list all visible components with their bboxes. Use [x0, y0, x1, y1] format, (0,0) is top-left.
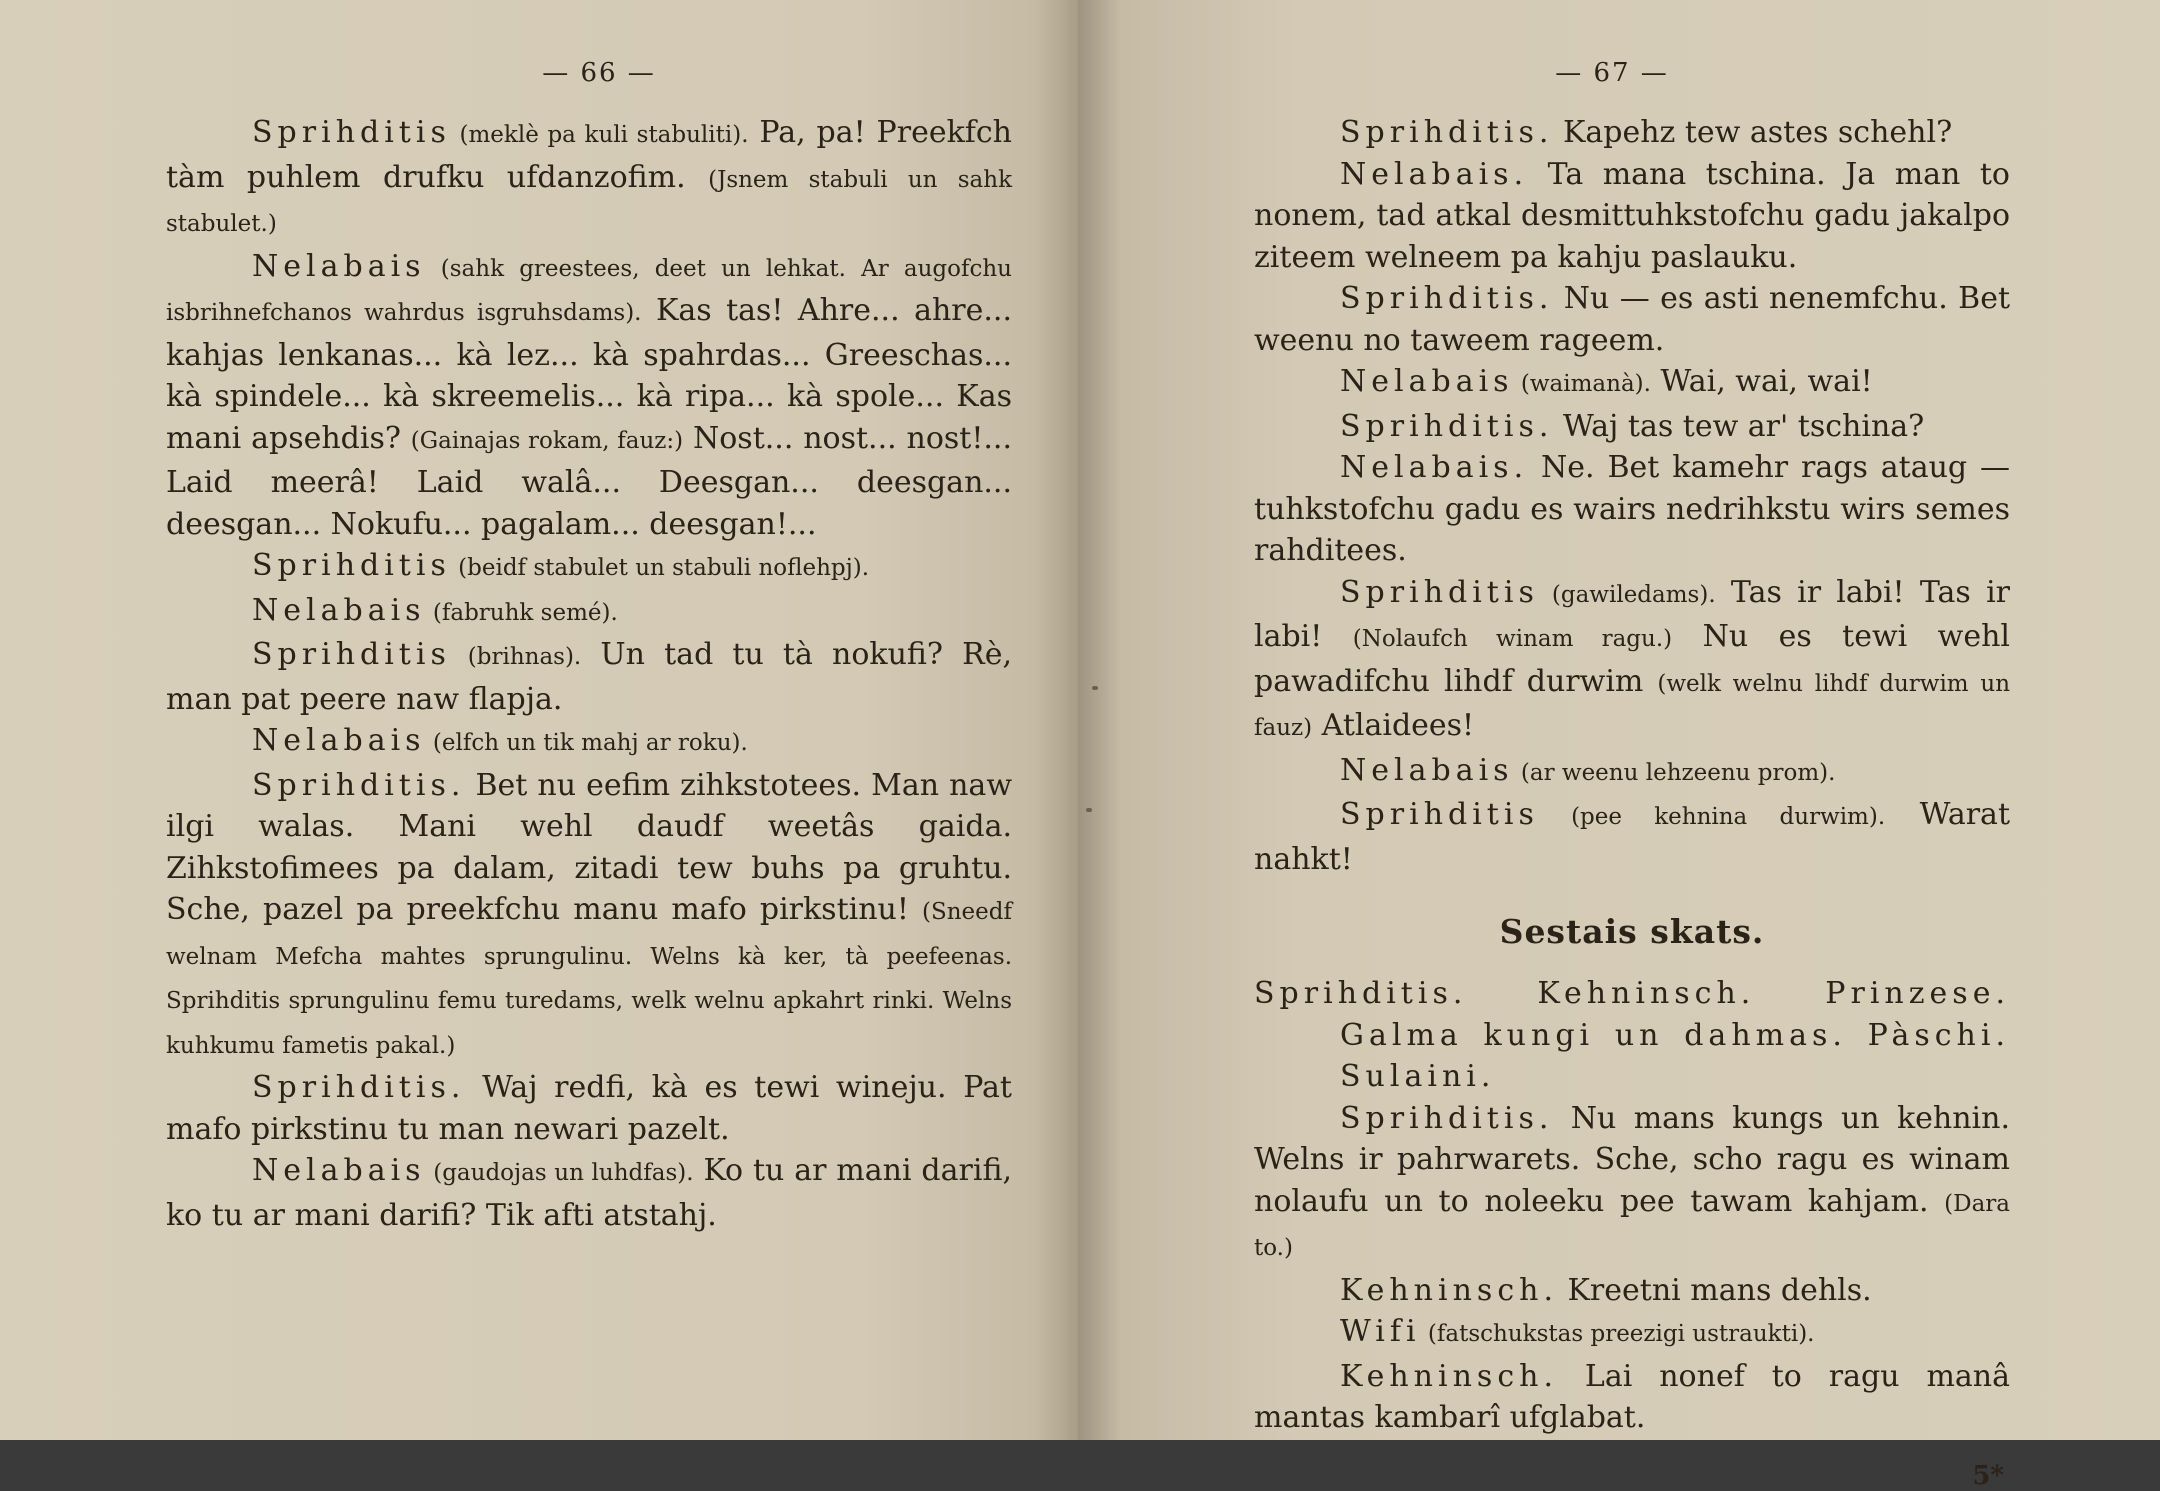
page-number: — 67 —	[1555, 58, 1669, 88]
dialogue-paragraph	[166, 246, 1012, 546]
dialogue-text: Tas ir labi! Tas ir labi!	[1254, 574, 2011, 654]
dialogue-paragraph	[1254, 1311, 2010, 1356]
stage-direction: (welk welnu lihdf durwim un fauz)	[1254, 670, 2011, 741]
stage-direction: (fatschukstas preezigi ustraukti).	[1420, 1321, 1815, 1347]
dialogue-text: Kapehz tew astes schehl?	[1553, 115, 1953, 150]
dialogue-paragraph	[1254, 361, 2010, 406]
dialogue-paragraph	[1254, 1356, 2010, 1439]
speaker-name: Nelabais	[1340, 364, 1514, 399]
stage-direction: (gawiledams).	[1538, 581, 1716, 608]
stage-direction: (beidf stabulet un stabuli noflehpj).	[450, 555, 870, 581]
stage-direction: (Sneedf welnam Mefcha mahtes sprungulinu. Welns kà ker, tà peefeenas. Sprihditis sprungulinu femu turedams, welk welnu apkahrt rinki. Welns kuhkumu fametis pakal.)	[166, 899, 1012, 1059]
scene-heading: Sestais skats.	[1499, 912, 1765, 951]
dialogue-paragraph	[1254, 447, 2010, 572]
dialogue-paragraph	[166, 765, 1012, 1068]
speaker-name: Wifi	[1340, 1314, 1421, 1349]
dialogue-paragraph	[166, 545, 1012, 590]
dialogue-paragraph	[166, 720, 1012, 765]
dialogue-paragraph	[1254, 154, 2010, 279]
speaker-name: Nelabais	[252, 592, 426, 628]
stage-direction: (meklè pa kuli stabuliti).	[450, 122, 749, 148]
dialogue-paragraph	[1254, 406, 2010, 448]
dialogue-text: Atlaidees!	[1312, 708, 1475, 743]
dialogue-paragraph	[166, 634, 1012, 720]
right-text-body-bottom	[1254, 1098, 2010, 1439]
printer-signature: 5*	[1972, 1460, 2004, 1491]
dialogue-text: Ko tu ar mani darifi, ko tu ar mani darifi? Tik afti atstahj.	[166, 1153, 1012, 1233]
dialogue-paragraph	[1254, 750, 2010, 795]
right-text-body-top	[1254, 112, 2010, 880]
speaker-name: Nelabais	[252, 723, 426, 758]
dialogue-paragraph	[166, 1067, 1012, 1150]
dialogue-text: Nu — es asti nenemfchu. Bet weenu no taweem rageem.	[1254, 281, 2010, 358]
speaker-name: Nelabais	[252, 1153, 426, 1188]
dialogue-text: Nu mans kungs un kehnin. Welns ir pahrwarets. Sche, scho ragu es winam nolaufu un to noleeku pee tawam kahjam.	[1254, 1100, 2010, 1219]
speaker-name: Sprihditis	[252, 637, 451, 672]
left-page	[0, 0, 1078, 1440]
stage-direction: (fabruhk semé).	[425, 599, 618, 626]
speaker-name: Sprihditis.	[1340, 408, 1554, 444]
dialogue-text: Kreetni mans dehls.	[1557, 1272, 1872, 1308]
dialogue-text: Bet nu eefim zihkstotees. Man naw ilgi walas. Mani wehl daudf weetâs gaida. Zihkstofimees pa dalam, zitadi tew buhs pa gruhtu. Sche, pazel pa preekfchu manu mafo pirkstinu!	[166, 767, 1012, 927]
speaker-name: Nelabais.	[1340, 450, 1529, 485]
speaker-name: Sprihditis.	[1340, 1100, 1554, 1136]
stage-direction: (pee kehnina durwim).	[1538, 804, 1886, 830]
speaker-name: Kehninsch.	[1340, 1272, 1558, 1308]
speaker-name: Sprihditis.	[1340, 115, 1554, 150]
dialogue-paragraph	[166, 112, 1012, 246]
dialogue-paragraph	[166, 1150, 1012, 1236]
dialogue-paragraph	[1254, 1098, 2010, 1270]
dialogue-paragraph	[166, 590, 1012, 635]
cast-list: Sprihditis. Kehninsch. Prinzese. Galma kungi un dahmas. Pàschi. Sulaini.	[1254, 976, 2010, 1094]
dialogue-text: Wai, wai, wai!	[1650, 364, 1873, 399]
stage-direction: (waimanà).	[1513, 371, 1651, 397]
dialogue-text: Nu es tewi wehl pawadifchu lihdf durwim	[1254, 619, 2011, 699]
speaker-name: Nelabais	[1340, 752, 1514, 788]
stage-direction: (gaudojas un luhdfas).	[425, 1160, 694, 1186]
dialogue-paragraph	[1254, 278, 2010, 361]
speaker-name: Sprihditis.	[1340, 281, 1554, 316]
dialogue-paragraph	[1254, 794, 2010, 880]
dialogue-text: Waj tas tew ar' tschina?	[1553, 408, 1925, 444]
dialogue-paragraph	[1254, 572, 2010, 750]
paper-speck	[1092, 686, 1098, 690]
speaker-name: Nelabais.	[1340, 156, 1529, 192]
stage-direction: (Nolaufch winam ragu.)	[1352, 626, 1673, 652]
speaker-name: Sprihditis	[1340, 574, 1539, 610]
page-number: — 66 —	[542, 58, 656, 88]
dialogue-text: Waj redfi, kà es tewi wineju. Pat mafo pirkstinu tu man newari pazelt.	[166, 1070, 1012, 1147]
dialogue-text: Kas tas! Ahre... ahre... kahjas lenkanas... kà lez... kà spahrdas... Greeschas... kà spindele... kà skreemelis... kà ripa... kà spole... Kas mani apsehdis?	[166, 293, 1012, 456]
left-text-body	[166, 112, 1012, 1236]
speaker-name: Nelabais	[252, 248, 426, 284]
right-page	[1078, 0, 2160, 1491]
stage-direction: (Jsnem stabuli un sahk stabulet.)	[166, 166, 1013, 237]
dialogue-paragraph	[1254, 1270, 2010, 1312]
stage-direction: (brihnas).	[450, 644, 582, 670]
dialogue-paragraph	[1254, 112, 2010, 154]
paper-speck	[1086, 808, 1092, 812]
dialogue-text: Lai nonef to ragu manâ mantas kambarî ufglabat.	[1254, 1358, 2010, 1435]
speaker-name: Sprihditis	[1340, 797, 1539, 832]
dialogue-text: Ne. Bet kamehr rags ataug — tuhkstofchu gadu es wairs nedrihkstu wirs semes rahditees.	[1254, 450, 2010, 568]
stage-direction: (elfch un tik mahj ar roku).	[425, 730, 748, 756]
dialogue-text: Ta mana tschina. Ja man to nonem, tad atkal desmittuhkstofchu gadu jakalpo ziteem welneem pa kahju paslauku.	[1254, 156, 2010, 275]
dialogue-text: Un tad tu tà nokufi? Rè, man pat peere naw flapja.	[166, 637, 1012, 717]
stage-direction: (Gainajas rokam, fauz:)	[410, 427, 684, 454]
speaker-name: Sprihditis.	[252, 767, 466, 803]
speaker-name: Sprihditis	[252, 548, 451, 583]
speaker-name: Sprihditis.	[252, 1070, 466, 1105]
dialogue-text: Warat nahkt!	[1254, 797, 2010, 877]
stage-direction: (ar weenu lehzeenu prom).	[1513, 759, 1836, 786]
dialogue-text: Nost... nost... nost!... Laid meerâ! Laid walâ... Deesgan... deesgan... deesgan... Nokufu... pagalam... deesgan!...	[166, 420, 1013, 542]
speaker-name: Sprihditis	[252, 115, 451, 150]
stage-direction: (Dara to.)	[1254, 1190, 2010, 1261]
dialogue-text: Pa, pa! Preekfch tàm puhlem drufku ufdanzofim.	[166, 115, 1012, 195]
stage-direction: (sahk greestees, deet un lehkat. Ar augofchu isbrihnefchanos wahrdus isgruhsdams).	[166, 255, 1012, 326]
speaker-name: Kehninsch.	[1340, 1358, 1558, 1394]
